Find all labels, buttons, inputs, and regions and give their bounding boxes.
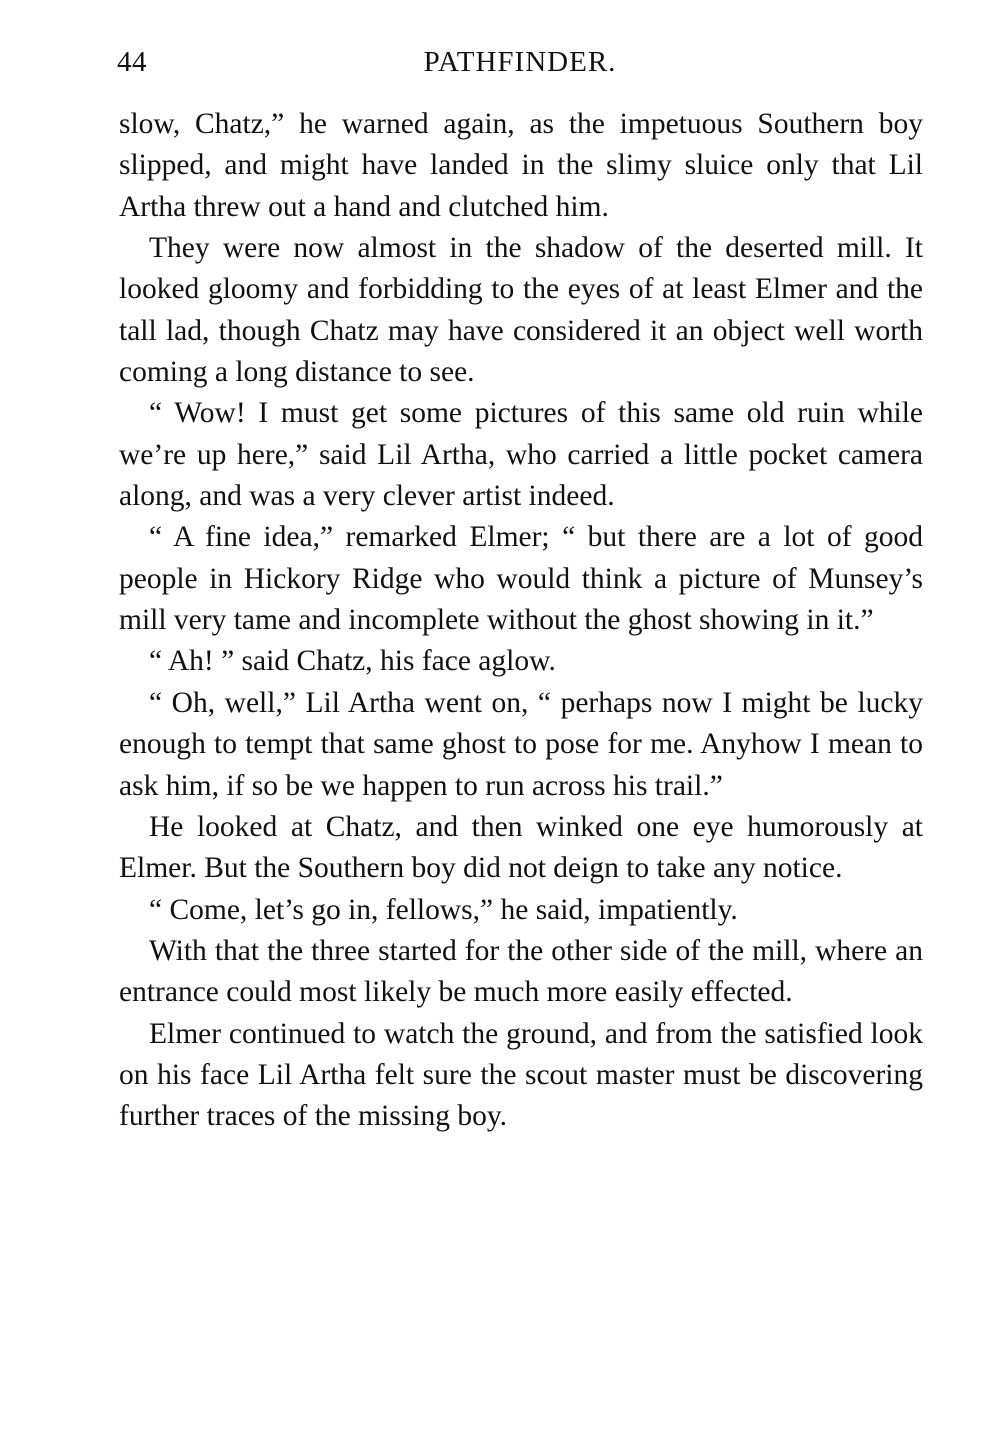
paragraph-4: “ A fine idea,” remarked Elmer; “ but there are a lot of good people in Hickory Ridge who would think a picture of Munsey’s mill very tame and incomplete without the ghost showing in it.” bbox=[119, 521, 923, 637]
paragraph-9: With that the three started for the other side of the mill, where an entrance could most likely be much more easily effected. bbox=[119, 934, 923, 1009]
page-title: PATHFINDER. bbox=[423, 46, 617, 78]
paragraph-2: They were now almost in the shadow of the deserted mill. It looked gloomy and forbidding to the eyes of at least Elmer and the tall lad, though Chatz may have considered it an object well worth coming a long distance to see. bbox=[119, 232, 923, 389]
paragraph-1: slow, Chatz,” he warned again, as the impetuous Southern boy slipped, and might have landed in the slimy sluice only that Lil Artha threw out a hand and clutched him. bbox=[119, 108, 923, 223]
paragraph-5: “ Ah! ” said Chatz, his face aglow. bbox=[149, 645, 556, 678]
body-text bbox=[119, 104, 923, 1138]
paragraph-10: Elmer continued to watch the ground, and from the satisfied look on his face Lil Artha felt sure the scout master must be discovering further traces of the missing boy. bbox=[119, 1017, 923, 1133]
paragraph-3: “ Wow! I must get some pictures of this same old ruin while we’re up here,” said Lil Artha, who carried a little pocket camera along, and was a very clever artist indeed. bbox=[119, 397, 923, 513]
running-head bbox=[117, 46, 923, 86]
page-number: 44 bbox=[117, 46, 147, 78]
paragraph-8: “ Come, let’s go in, fellows,” he said, impatiently. bbox=[149, 893, 738, 926]
paragraph-7: He looked at Chatz, and then winked one eye humorously at Elmer. But the Southern boy did not deign to take any notice. bbox=[119, 810, 923, 885]
paragraph-6: “ Oh, well,” Lil Artha went on, “ perhaps now I might be lucky enough to tempt that same ghost to pose for me. Anyhow I mean to ask him, if so be we happen to run across his trail.” bbox=[119, 686, 923, 802]
